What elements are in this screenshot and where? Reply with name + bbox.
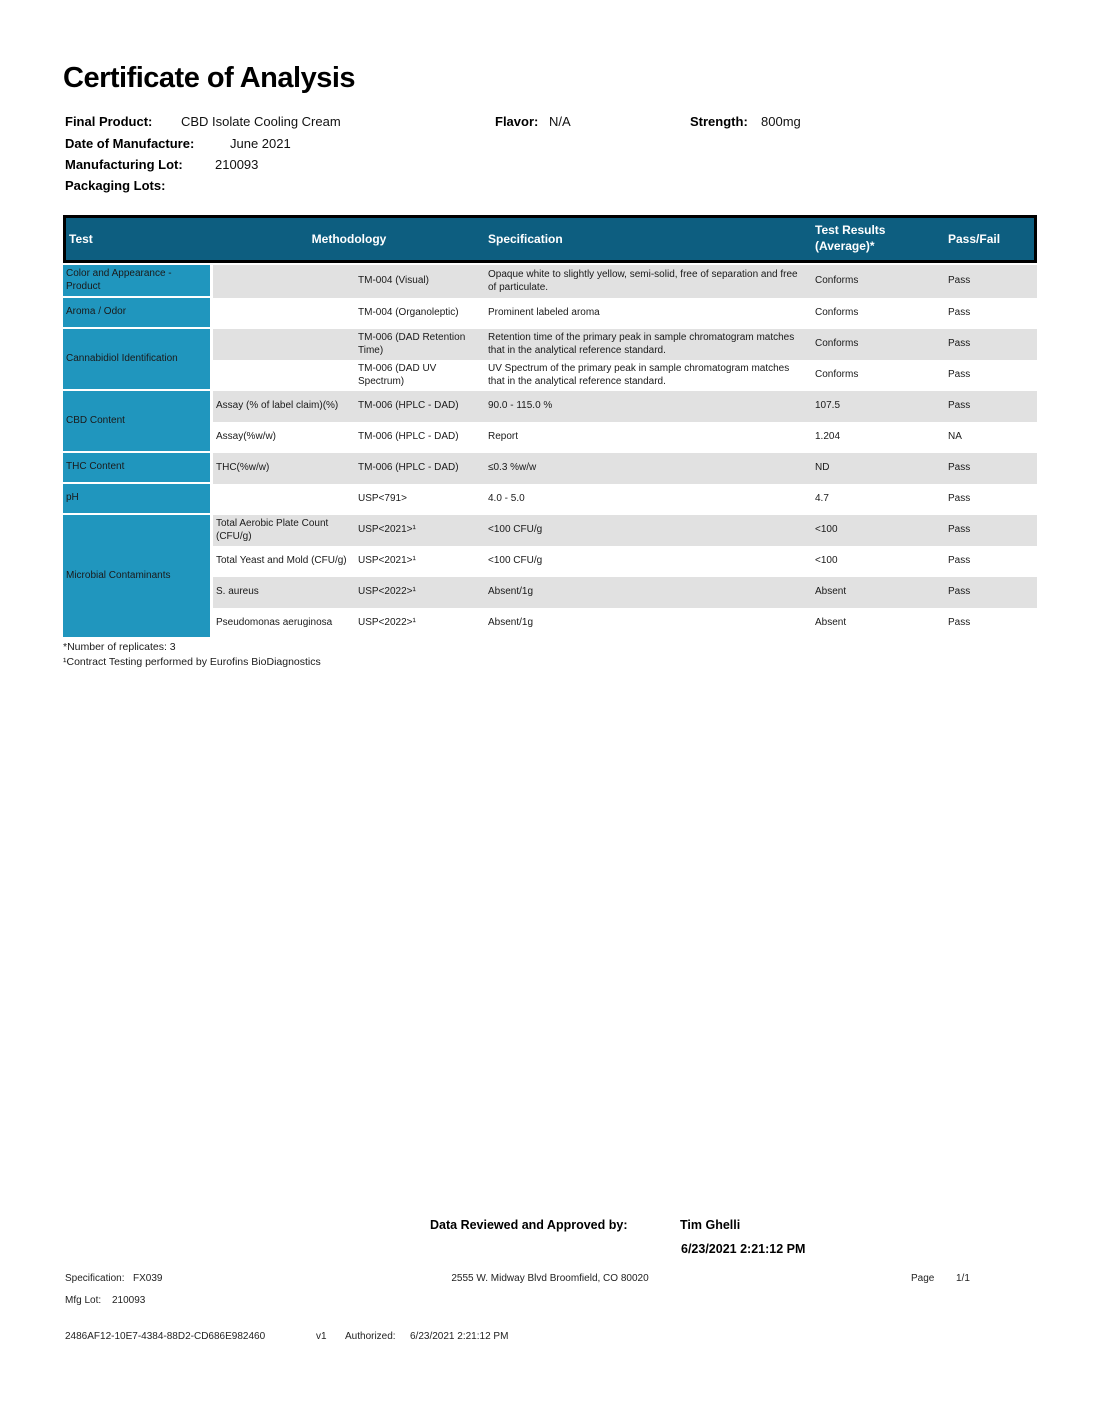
methodology-cell: USP<2021>¹: [355, 515, 485, 546]
table-row: [63, 484, 1037, 515]
result-cell: 107.5: [812, 391, 945, 422]
test-name-cell: THC Content: [63, 453, 213, 484]
table-row: [63, 515, 1037, 546]
pass-fail-cell: Pass: [945, 263, 1037, 298]
test-name-cell: pH: [63, 484, 213, 515]
page-title: Certificate of Analysis: [63, 62, 356, 94]
pass-fail-cell: Pass: [945, 329, 1037, 360]
document-id: 2486AF12-10E7-4384-88D2-CD686E982460: [65, 1331, 266, 1342]
flavor-label: Flavor:: [495, 114, 539, 129]
analyte-cell: [213, 329, 355, 360]
company-address: 2555 W. Midway Blvd Broomfield, CO 80020: [451, 1273, 649, 1284]
document-version: v1: [316, 1331, 327, 1342]
analyte-cell: [213, 298, 355, 329]
final-product-value: CBD Isolate Cooling Cream: [181, 114, 341, 129]
table-row: [63, 329, 1037, 360]
pass-fail-cell: Pass: [945, 360, 1037, 391]
methodology-cell: TM-006 (HPLC - DAD): [355, 422, 485, 453]
pass-fail-cell: Pass: [945, 608, 1037, 639]
strength-label: Strength:: [690, 114, 748, 129]
table-row: [63, 391, 1037, 422]
analyte-cell: Pseudomonas aeruginosa: [213, 608, 355, 639]
analyte-cell: Assay (% of label claim)(%): [213, 391, 355, 422]
result-cell: <100: [812, 546, 945, 577]
approver-name: Tim Ghelli: [680, 1218, 741, 1232]
packaging-lots-label: Packaging Lots:: [65, 178, 166, 193]
strength-value: 800mg: [761, 114, 801, 129]
test-name-cell: Color and Appearance - Product: [63, 263, 213, 298]
table-row: [63, 298, 1037, 329]
pass-fail-cell: Pass: [945, 515, 1037, 546]
test-name-cell: CBD Content: [63, 391, 213, 453]
final-product-label: Final Product:: [65, 114, 153, 129]
analyte-cell: [213, 360, 355, 391]
result-cell: Conforms: [812, 360, 945, 391]
result-cell: Absent: [812, 577, 945, 608]
flavor-value: N/A: [549, 114, 571, 129]
result-cell: Conforms: [812, 329, 945, 360]
result-cell: <100: [812, 515, 945, 546]
manufacturing-lot-value: 210093: [215, 157, 259, 172]
specification-cell: Report: [485, 422, 812, 453]
methodology-cell: TM-004 (Organoleptic): [355, 298, 485, 329]
column-header-test-results: Test Results (Average)*: [812, 215, 945, 263]
table-header-row: [63, 215, 1037, 263]
column-header-test: Test: [63, 215, 213, 263]
result-cell: 1.204: [812, 422, 945, 453]
specification-cell: ≤0.3 %w/w: [485, 453, 812, 484]
methodology-cell: USP<2022>¹: [355, 608, 485, 639]
methodology-cell: USP<2021>¹: [355, 546, 485, 577]
specification-cell: <100 CFU/g: [485, 515, 812, 546]
table-row: [63, 263, 1037, 298]
results-table-container: [63, 215, 1037, 668]
test-name-cell: Cannabidiol Identification: [63, 329, 213, 391]
pass-fail-cell: Pass: [945, 391, 1037, 422]
manufacturing-lot-label: Manufacturing Lot:: [65, 157, 183, 172]
approval-label: Data Reviewed and Approved by:: [430, 1218, 628, 1232]
specification-cell: 90.0 - 115.0 %: [485, 391, 812, 422]
pass-fail-cell: Pass: [945, 577, 1037, 608]
specification-cell: 4.0 - 5.0: [485, 484, 812, 515]
table-row: [63, 453, 1037, 484]
specification-cell: Retention time of the primary peak in sample chromatogram matches that in the analytical reference standard.: [485, 329, 812, 360]
approval-datetime: 6/23/2021 2:21:12 PM: [681, 1242, 806, 1256]
specification-cell: Prominent labeled aroma: [485, 298, 812, 329]
page-number: 1/1: [956, 1273, 970, 1284]
pass-fail-cell: Pass: [945, 298, 1037, 329]
analyte-cell: [213, 263, 355, 298]
specification-cell: <100 CFU/g: [485, 546, 812, 577]
specification-cell: Absent/1g: [485, 577, 812, 608]
analyte-cell: Total Aerobic Plate Count (CFU/g): [213, 515, 355, 546]
footer-specification-value: FX039: [133, 1273, 163, 1284]
methodology-cell: TM-004 (Visual): [355, 263, 485, 298]
result-cell: Absent: [812, 608, 945, 639]
pass-fail-cell: NA: [945, 422, 1037, 453]
methodology-cell: TM-006 (DAD UV Spectrum): [355, 360, 485, 391]
methodology-cell: TM-006 (HPLC - DAD): [355, 453, 485, 484]
date-of-manufacture-value: June 2021: [230, 136, 291, 151]
authorized-label: Authorized:: [345, 1331, 396, 1342]
pass-fail-cell: Pass: [945, 484, 1037, 515]
date-of-manufacture-label: Date of Manufacture:: [65, 136, 195, 151]
test-name-cell: Microbial Contaminants: [63, 515, 213, 639]
methodology-cell: TM-006 (DAD Retention Time): [355, 329, 485, 360]
footer-mfg-lot-value: 210093: [112, 1295, 146, 1306]
test-name-cell: Aroma / Odor: [63, 298, 213, 329]
pass-fail-cell: Pass: [945, 453, 1037, 484]
footnote-replicates: *Number of replicates: 3: [63, 641, 176, 653]
pass-fail-cell: Pass: [945, 546, 1037, 577]
analyte-cell: S. aureus: [213, 577, 355, 608]
footer-specification-label: Specification:: [65, 1273, 125, 1284]
analyte-cell: [213, 484, 355, 515]
methodology-cell: USP<791>: [355, 484, 485, 515]
methodology-cell: TM-006 (HPLC - DAD): [355, 391, 485, 422]
result-cell: ND: [812, 453, 945, 484]
results-table: [63, 215, 1037, 639]
result-cell: Conforms: [812, 298, 945, 329]
footer-mfg-lot-label: Mfg Lot:: [65, 1295, 102, 1306]
result-cell: 4.7: [812, 484, 945, 515]
specification-cell: Opaque white to slightly yellow, semi-solid, free of separation and free of particulate.: [485, 263, 812, 298]
specification-cell: Absent/1g: [485, 608, 812, 639]
column-header-pass-fail: Pass/Fail: [945, 215, 1037, 263]
authorized-datetime: 6/23/2021 2:21:12 PM: [410, 1331, 509, 1342]
analyte-cell: Assay(%w/w): [213, 422, 355, 453]
specification-cell: UV Spectrum of the primary peak in sample chromatogram matches that in the analytical reference standard.: [485, 360, 812, 391]
methodology-cell: USP<2022>¹: [355, 577, 485, 608]
column-header-specification: Specification: [485, 215, 812, 263]
column-header-methodology: Methodology: [213, 215, 485, 263]
page-label: Page: [911, 1273, 935, 1284]
footnote-contract-testing: ¹Contract Testing performed by Eurofins BioDiagnostics: [63, 656, 321, 668]
analyte-cell: Total Yeast and Mold (CFU/g): [213, 546, 355, 577]
analyte-cell: THC(%w/w): [213, 453, 355, 484]
result-cell: Conforms: [812, 263, 945, 298]
